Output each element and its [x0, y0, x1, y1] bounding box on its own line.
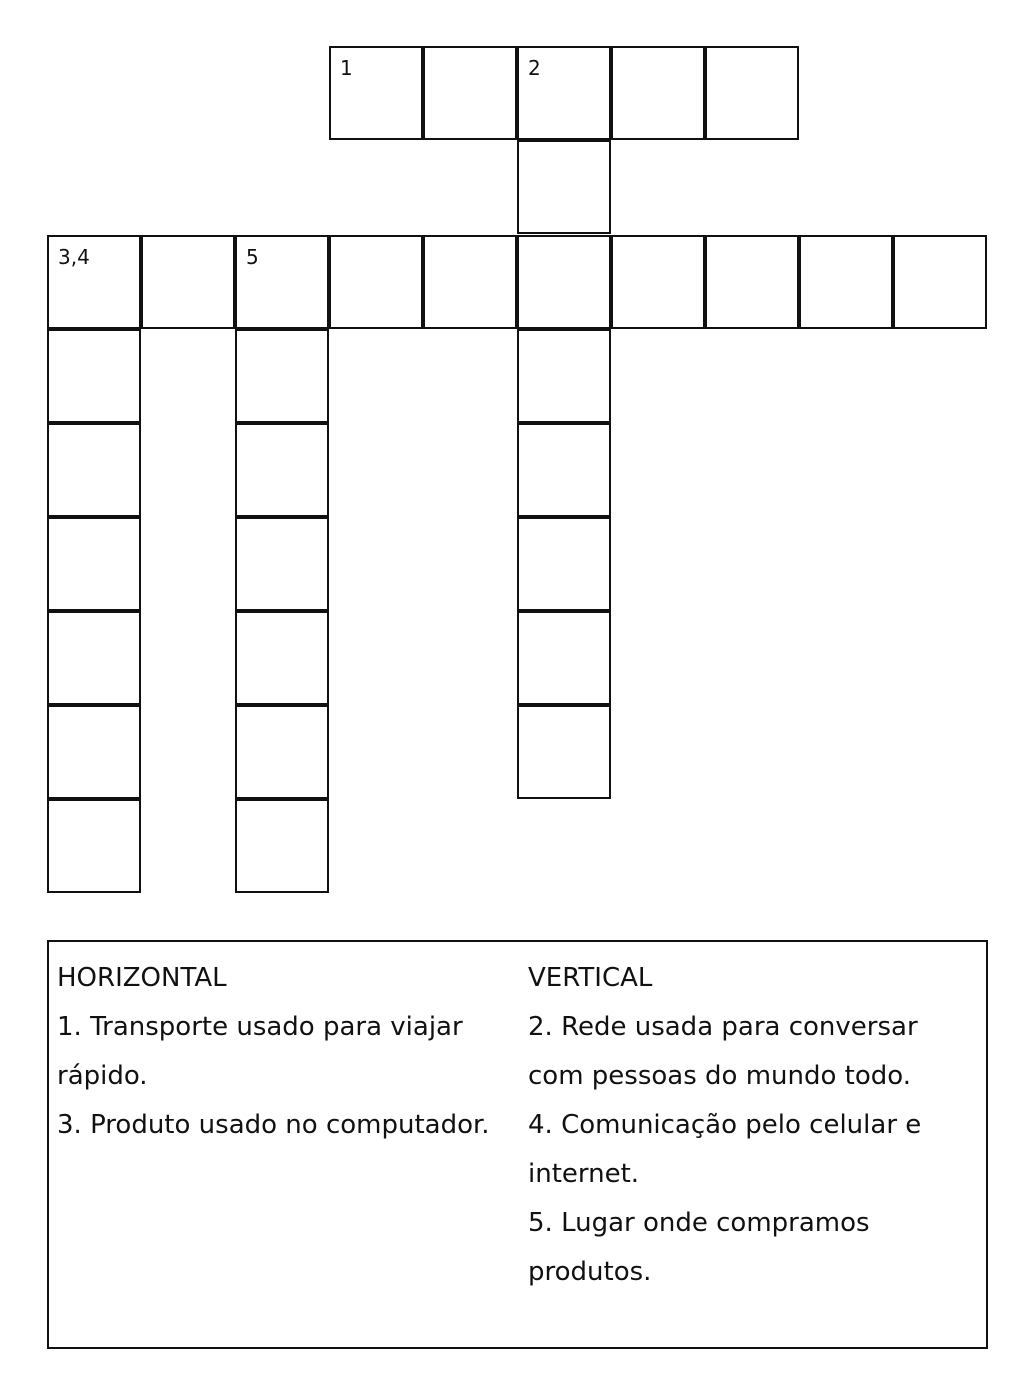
crossword-cell[interactable] — [47, 705, 141, 799]
crossword-cell[interactable] — [517, 611, 611, 705]
horizontal-clues — [57, 954, 517, 1150]
clue-number: 1 — [340, 56, 353, 80]
clue-horizontal-3: 3. Produto usado no computador. — [57, 1110, 490, 1140]
crossword-cell[interactable] — [141, 235, 235, 329]
crossword-cell[interactable] — [47, 611, 141, 705]
clues-box — [47, 940, 988, 1349]
crossword-cell[interactable] — [423, 235, 517, 329]
crossword-cell[interactable] — [893, 235, 987, 329]
clue-vertical-5: 5. Lugar onde compramos produtos. — [528, 1208, 870, 1287]
crossword-cell[interactable] — [799, 235, 893, 329]
clue-vertical-2: 2. Rede usada para conversar com pessoas do mundo todo. — [528, 1012, 918, 1091]
crossword-cell[interactable] — [517, 329, 611, 423]
crossword-cell[interactable] — [47, 799, 141, 893]
crossword-cell[interactable] — [611, 46, 705, 140]
crossword-cell[interactable] — [235, 611, 329, 705]
crossword-cell[interactable] — [235, 799, 329, 893]
crossword-cell[interactable] — [517, 423, 611, 517]
crossword-cell[interactable] — [517, 705, 611, 799]
crossword-cell[interactable] — [517, 140, 611, 234]
crossword-cell[interactable] — [517, 46, 611, 140]
clue-number: 3,4 — [58, 245, 90, 269]
crossword-cell[interactable] — [329, 46, 423, 140]
vertical-clues — [528, 954, 978, 1297]
crossword-cell[interactable] — [517, 517, 611, 611]
crossword-cell[interactable] — [47, 235, 141, 329]
crossword-cell[interactable] — [47, 329, 141, 423]
horizontal-heading: HORIZONTAL — [57, 963, 227, 993]
crossword-cell[interactable] — [705, 46, 799, 140]
clue-vertical-4: 4. Comunicação pelo celular e internet. — [528, 1110, 922, 1189]
clue-number: 2 — [528, 56, 541, 80]
crossword-cell[interactable] — [47, 423, 141, 517]
crossword-cell[interactable] — [235, 517, 329, 611]
crossword-cell[interactable] — [235, 235, 329, 329]
crossword-cell[interactable] — [611, 235, 705, 329]
clue-number: 5 — [246, 245, 259, 269]
clue-horizontal-1: 1. Transporte usado para viajar rápido. — [57, 1012, 463, 1091]
crossword-cell[interactable] — [705, 235, 799, 329]
crossword-cell[interactable] — [235, 705, 329, 799]
vertical-heading: VERTICAL — [528, 963, 653, 993]
crossword-cell[interactable] — [423, 46, 517, 140]
crossword-cell[interactable] — [517, 235, 611, 329]
crossword-cell[interactable] — [329, 235, 423, 329]
crossword-cell[interactable] — [235, 329, 329, 423]
crossword-cell[interactable] — [235, 423, 329, 517]
crossword-cell[interactable] — [47, 517, 141, 611]
